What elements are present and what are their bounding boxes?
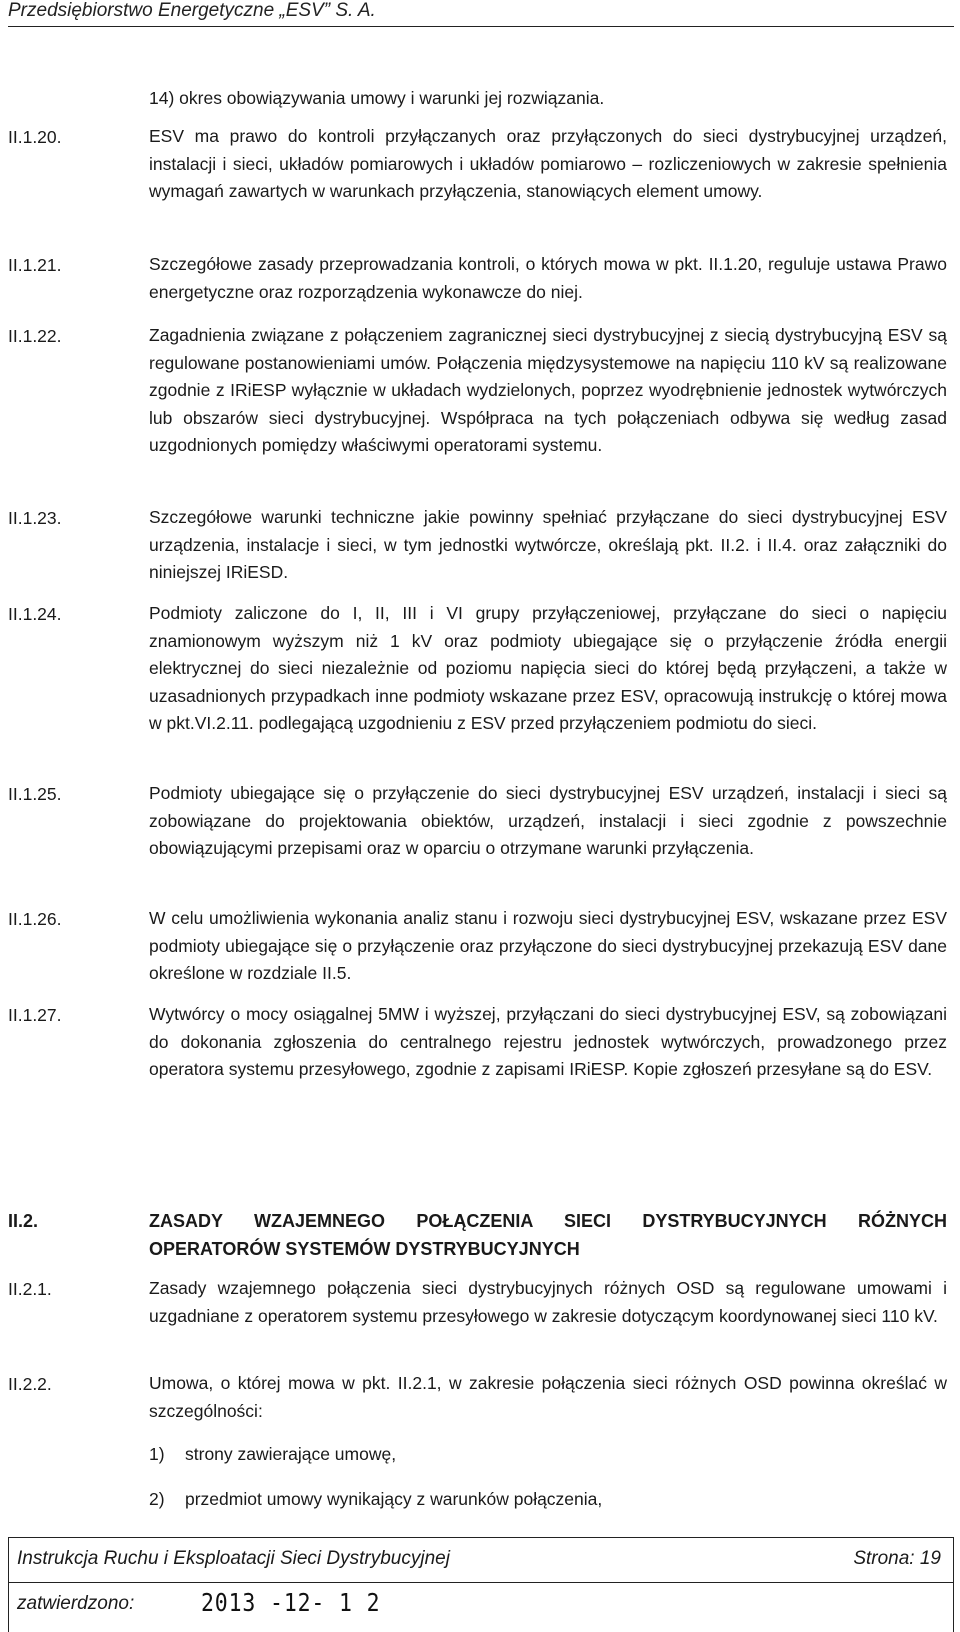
footer-document-title: Instrukcja Ruchu i Eksploatacji Sieci Dystrybucyjnej	[17, 1548, 450, 1569]
section-number: II.2.2.	[8, 1374, 52, 1394]
section-number: II.1.20.	[8, 127, 62, 147]
header-rule	[8, 26, 954, 27]
section-number: II.1.26.	[8, 909, 62, 929]
footer	[8, 1537, 954, 1632]
section-number: II.1.22.	[8, 326, 62, 346]
footer-approved-label: zatwierdzono:	[17, 1593, 135, 1614]
section-text: Zagadnienia związane z połączeniem zagranicznej sieci dystrybucyjnej z siecią dystrybucyjną ESV są regulowane postanowieniami umów. Połączenia międzysystemowe na napięciu 110 kV są realizowane zgodnie z IRiESP wyłącznie w układach wydzielonych, poprzez wyodrębnienie jednostek wytwórczych lub obszarów sieci dystrybucyjnej. Współpraca na tych połączeniach odbywa się według zasad uzgodnionych pomiędzy właściwymi operatorami systemu.	[149, 325, 947, 455]
list-number: 2)	[149, 1489, 165, 1509]
section-number: II.1.27.	[8, 1005, 62, 1025]
chapter-title: ZASADY WZAJEMNEGO POŁĄCZENIA SIECI DYSTRYBUCYJNYCH RÓŻNYCH OPERATORÓW SYSTEMÓW DYSTRYBUCYJNYCH	[149, 1211, 947, 1259]
section-number: II.1.23.	[8, 508, 62, 528]
list-text: przedmiot umowy wynikający z warunków połączenia,	[185, 1489, 603, 1509]
list-item-14: 14) okres obowiązywania umowy i warunki jej rozwiązania.	[149, 88, 605, 108]
approval-date-stamp: 2013 -12- 1 2	[201, 1588, 381, 1617]
section-number: II.1.21.	[8, 255, 62, 275]
section-number: II.1.25.	[8, 784, 62, 804]
section-text: Podmioty ubiegające się o przyłączenie do sieci dystrybucyjnej ESV urządzeń, instalacji i sieci są zobowiązane do projektowania obiektów, urządzeń, instalacji i sieci zgodnie z powszechnie obowiązującymi przepisami oraz w oparciu o otrzymane warunki przyłączenia.	[149, 783, 947, 858]
section-text: Szczegółowe zasady przeprowadzania kontroli, o których mowa w pkt. II.1.20, reguluje ustawa Prawo energetyczne oraz rozporządzenia wykonawcze do niej.	[149, 254, 947, 302]
section-text: Podmioty zaliczone do I, II, III i VI grupy przyłączeniowej, przyłączane do sieci o napięciu znamionowym wyższym niż 1 kV oraz podmioty ubiegające się o przyłączenie źródła energii elektrycznej do sieci niezależnie od poziomu napięcia sieci do której będą przyłączeni, a także w uzasadnionych przypadkach inne podmioty wskazane przez ESV, opracowują instrukcję o której mowa w pkt.VI.2.11. podlegającą uzgodnieniu z ESV przed przyłączeniem podmiotu do sieci.	[149, 603, 947, 733]
footer-page-number: Strona: 19	[853, 1548, 941, 1569]
section-text: W celu umożliwienia wykonania analiz stanu i rozwoju sieci dystrybucyjnej ESV, wskazane przez ESV podmioty ubiegające się o przyłączenie oraz przyłączone do sieci dystrybucyjnej przekazują ESV dane określone w rozdziale II.5.	[149, 908, 947, 983]
list-text: strony zawierające umowę,	[185, 1444, 397, 1464]
section-text: Wytwórcy o mocy osiągalnej 5MW i wyższej, przyłączani do sieci dystrybucyjnej ESV, są zobowiązani do dokonania zgłoszenia do centralnego rejestru jednostek wytwórczych, prowadzonego przez operatora systemu przesyłowego, zgodnie z zapisami IRiESP. Kopie zgłoszeń przesyłane są do ESV.	[149, 1004, 947, 1079]
section-text: ESV ma prawo do kontroli przyłączanych oraz przyłączonych do sieci dystrybucyjnej urządzeń, instalacji i sieci, układów pomiarowych i układów pomiarowo – rozliczeniowych w zakresie spełnienia wymagań zawartych w warunkach przyłączenia, stanowiących element umowy.	[149, 126, 947, 201]
section-text: Zasady wzajemnego połączenia sieci dystrybucyjnych różnych OSD są regulowane umowami i uzgadniane z operatorem systemu przesyłowego w zakresie dotyczącym koordynowanej sieci 110 kV.	[149, 1278, 947, 1326]
list-number: 1)	[149, 1444, 165, 1464]
footer-divider	[9, 1582, 953, 1583]
running-header: Przedsiębiorstwo Energetyczne „ESV” S. A.	[8, 0, 376, 21]
section-text: Szczegółowe warunki techniczne jakie powinny spełniać przyłączane do sieci dystrybucyjnej ESV urządzenia, instalacje i sieci, w tym jednostki wytwórcze, określają pkt. II.2. i II.4. oraz załączniki do niniejszej IRiESD.	[149, 507, 947, 582]
section-number: II.1.24.	[8, 604, 62, 624]
list-item	[149, 1489, 602, 1510]
section-text: Umowa, o której mowa w pkt. II.2.1, w zakresie połączenia sieci różnych OSD powinna określać w szczególności:	[149, 1373, 947, 1421]
list-item	[149, 1444, 396, 1465]
chapter-number: II.2.	[8, 1211, 39, 1231]
section-number: II.2.1.	[8, 1279, 52, 1299]
